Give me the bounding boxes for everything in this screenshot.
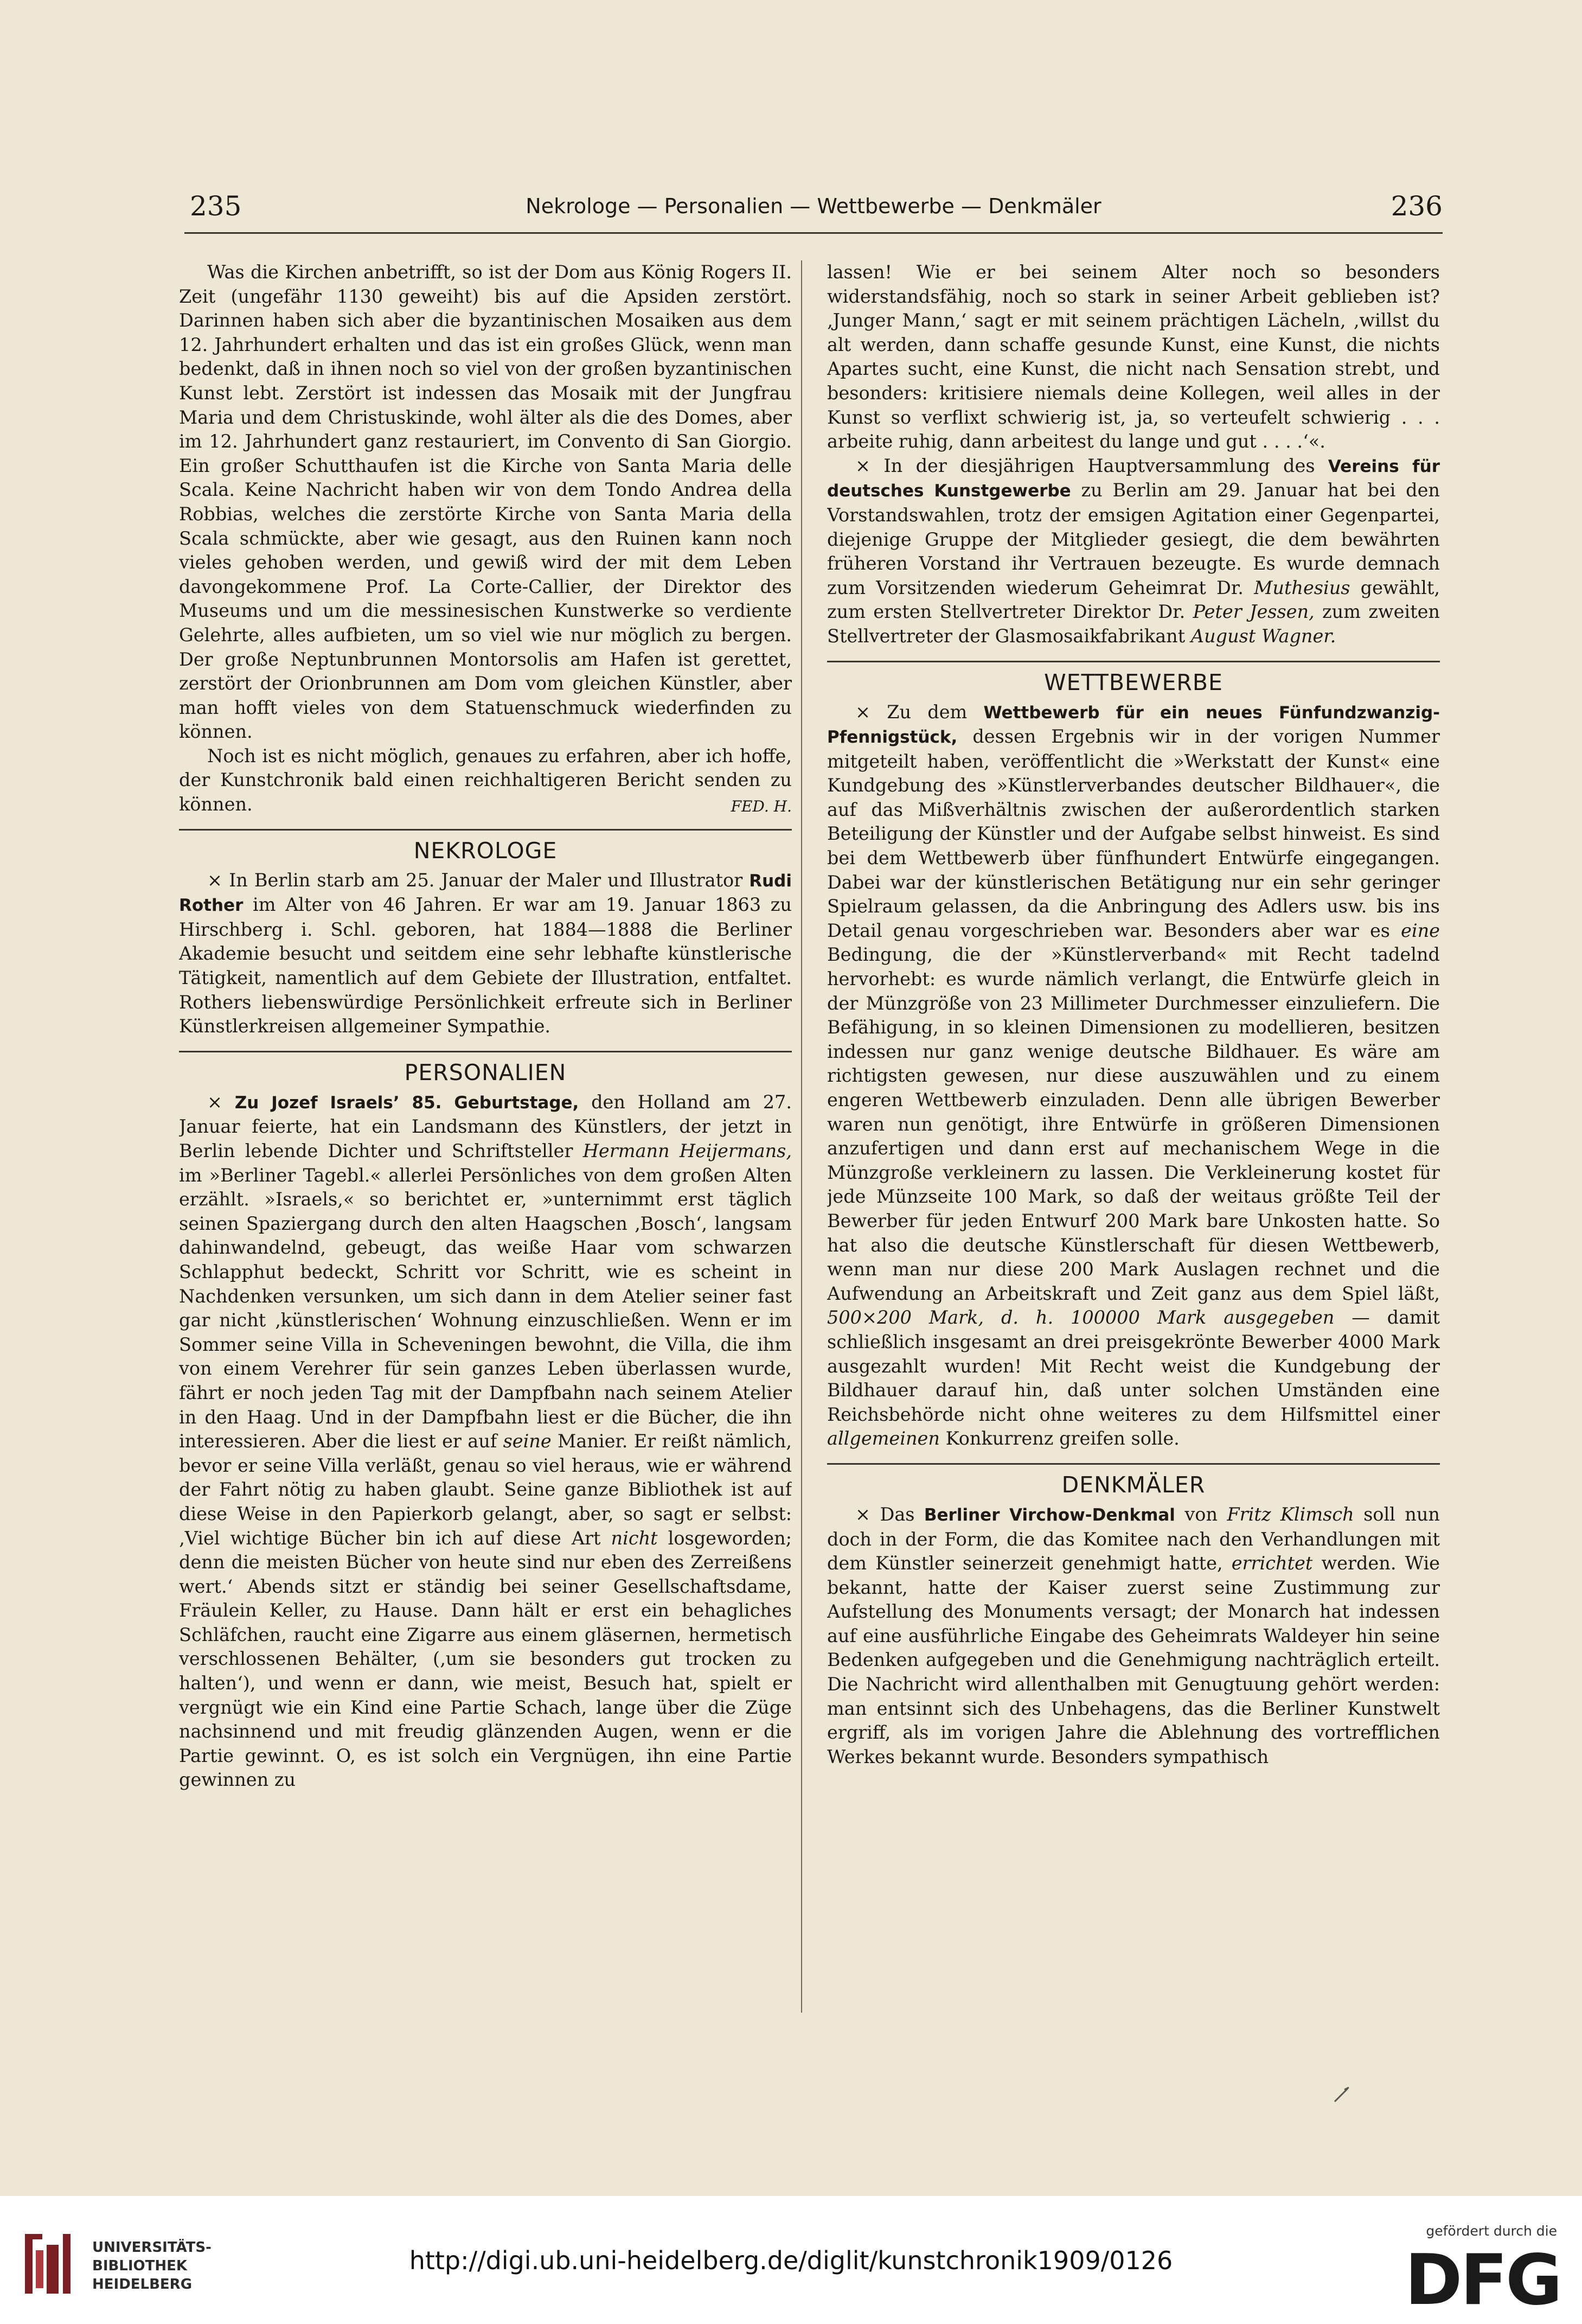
- section-rule: [827, 1463, 1440, 1465]
- italic-word: eine: [1401, 920, 1440, 941]
- heading-wettbewerbe: WETTBEWERBE: [1044, 669, 1223, 695]
- heading-personalien: PERSONALIEN: [404, 1059, 567, 1086]
- text: Bedingung, die der »Künstlerverband« mit Recht tadelnd hervorhebt: es wurde nämlich verlangt, die Entwürfe gleich in der Münzgröße von 23 Millimeter Durchmesser einzuliefern. Die Befähigung, in so kleinen Dimensionen zu modellieren, besitzen indessen nur ganz wenige deutsche Bildhauer. Es wäre am richtigsten gewesen, nur diese auszuwählen und zu einem engeren Wettbewerb einzuladen. Denn alle übrigen Bewerber waren nun genötigt, ihre Entwürfe in größeren Dimensionen anzufertigen und dann erst auf mechanischem Wege in die Münzgroße verkleinern zu lassen. Die Verkleinerung kostet für jede Münzseite 100 Mark, so daß der weitaus größte Teil der Bewerber für jeden Entwurf 200 Mark bare Unkosten hatte. So hat also die deutsche Künstlerschaft für diesen Wettbewerb, wenn man nur diese 200 Mark Auslagen rechnet und die Aufwendung an Arbeitskraft und Zeit ganz aus dem Spiel läßt,: [827, 944, 1440, 1304]
- italic-name: Muthesius: [1254, 577, 1350, 598]
- italic-name: August Wagner.: [1190, 625, 1336, 647]
- uni-line: UNIVERSITÄTS-: [92, 2239, 212, 2256]
- heading-denkmaeler: DENKMÄLER: [1061, 1471, 1206, 1498]
- italic-word: allgemeinen: [827, 1428, 940, 1450]
- closing-text: Noch ist es nicht möglich, genaues zu erfahren, aber ich hoffe, der Kunstchronik bald einen reichhaltigeren Bericht senden zu können.: [179, 745, 792, 815]
- italic-name: Hermann Heijermans,: [582, 1140, 792, 1161]
- paragraph-virchow: [827, 1503, 1440, 1770]
- text: zum zweiten Stellvertreter der Glasmosaikfabrikant: [827, 601, 1440, 647]
- paragraph-closing: [179, 744, 792, 817]
- permalink-url[interactable]: http://digi.ub.uni-heidelberg.de/diglit/kunstchronik1909/0126: [409, 2246, 1173, 2275]
- paragraph-pfennigstueck: [827, 700, 1440, 1451]
- left-column: [179, 260, 792, 2023]
- bold-title: Wettbewerb für ein neues Fünfundzwanzig-Pfennigstück,: [827, 703, 1440, 748]
- bold-title: Vereins für deutsches Kunstgewerbe: [827, 456, 1440, 501]
- uni-line: HEIDELBERG: [92, 2276, 193, 2293]
- page-header: [184, 187, 1443, 225]
- text: × Das: [855, 1503, 915, 1525]
- pencil-mark: [1331, 2083, 1353, 2105]
- italic-name: Fritz Klimsch: [1227, 1503, 1354, 1525]
- text: den Holland am 27. Januar feierte, hat ein Landsmann des Künstlers, der jetzt in Berlin lebende Dichter und Schriftsteller: [179, 1091, 792, 1161]
- paragraph-verein: [827, 454, 1440, 649]
- text: — damit schließlich insgesamt an drei preisgekrönte Bewerber 4000 Mark ausgezahlt wurden! Mit Recht weist die Kundgebung der Bildhauer darauf hin, daß unter solchen Umständen eine Reichsbehörde nicht ohne weiteres zu dem Hilfsmittel einer: [827, 1307, 1440, 1425]
- text: losgeworden; denn die meisten Bücher von heute sind nur eben des Zerreißens wert.‘ Abends sitzt er ständig bei seiner Gesellschaftsdame, Fräulein Keller, zu Hause. Dann hält er erst ein behagliches Schläfchen, raucht eine Zigarre aus einem gläsernen, hermetisch verschlossenen Behälter, (‚um sie besonders gut trocken zu halten‘), und wenn er dann, wie meist, Besuch hat, spielt er vergnügt wie ein Kind eine Partie Schach, lange über die Züge nachsinnend und mit freudig glänzenden Augen, wenn er die Partie gewinnt. O, es ist solch ein Vergnügen, ihn eine Partie gewinnen zu: [179, 1527, 792, 1791]
- italic-word: seine: [503, 1431, 552, 1452]
- italic-word: nicht: [611, 1527, 658, 1549]
- footer-bar: [0, 2196, 1582, 2324]
- paragraph-israels: [179, 1090, 792, 1792]
- paragraph-messina-churches: Was die Kirchen anbetrifft, so ist der Dom aus König Rogers II. Zeit (ungefähr 1130 geweiht) bis auf die Apsiden zerstört. Darinnen haben sich aber die byzantinischen Mosaiken aus dem 12. Jahrhundert erhalten und das ist ein großes Glück, wenn man bedenkt, daß in ihnen noch so viel von der großen byzantinischen Kunst lebt. Zerstört ist indessen das Mosaik mit der Jungfrau Maria und dem Christuskinde, wohl älter als die des Domes, aber im 12. Jahrhundert ganz restauriert, im Convento di San Giorgio. Ein großer Schutthaufen ist die Kirche von Santa Maria delle Scala. Keine Nachricht haben wir von dem Tondo Andrea della Robbias, welches die zerstörte Kirche von Santa Maria della Scala schmückte, aber wie gesagt, aus den Ruinen kann noch vieles gehoben werden, und gewiß wird der mit dem Leben davongekommene Prof. La Corte-Callier, der Direktor des Museums und um die messinesischen Kunstwerke so verdiente Gelehrte, alles aufbieten, um so viel wie nur möglich zu bergen. Der große Neptunbrunnen Montorsolis am Hafen ist gerettet, zerstört der Orionbrunnen am Dom vom gleichen Künstler, aber man hofft vieles von dem Statuenschmuck wiederfinden zu können.: [179, 261, 792, 743]
- author-signature: FED. H.: [731, 797, 792, 816]
- header-rule: [184, 232, 1443, 234]
- bold-title: Berliner Virchow-Denkmal: [924, 1505, 1175, 1525]
- italic-phrase: 500×200 Mark, d. h. 100000 Mark ausgegeben: [827, 1307, 1335, 1329]
- section-rule: [827, 661, 1440, 662]
- text: von: [1184, 1503, 1218, 1525]
- text: gewählt, zum ersten Stellvertreter Direktor Dr.: [827, 577, 1440, 623]
- text: im »Berliner Tagebl.« allerlei Persönliches von dem großen Alten erzählt. »Israels,« so berichtet er, »unternimmt erst täglich seinen Spaziergang durch den alten Haagschen ‚Bosch‘, langsam dahinwandelnd, gebeugt, das weiße Haar vom schwarzen Schlapphut bedeckt, Schritt vor Schritt, wie es scheint in Nachdenken versunken, um sich dann in dem Atelier seiner fast gar nicht ‚künstlerischen‘ Wohnung einzuschließen. Wenn er im Sommer seine Villa in Scheveningen bewohnt, die Villa, die ihm von einem Verehrer für sein ganzes Leben überlassen wurde, fährt er noch jeden Tag mit der Dampfbahn nach seinem Atelier in den Haag. Und in der Dampfbahn liest er die Bücher, die ihn interessieren. Aber die liest er auf: [179, 1164, 792, 1452]
- right-column: [827, 260, 1440, 2023]
- text: Konkurrenz greifen solle.: [945, 1428, 1180, 1450]
- column-divider: [801, 260, 802, 2013]
- text: soll nun doch in der Form, die das Komitee nach den Verhandlungen mit dem Künstler seinerzeit genehmigt hatte,: [827, 1503, 1440, 1574]
- text: × Zu dem: [855, 701, 968, 723]
- section-rule: [179, 1051, 792, 1052]
- page-number-right: 236: [1391, 190, 1443, 222]
- bold-name: Rudi Rother: [179, 871, 792, 916]
- paragraph-israels-continued: lassen! Wie er bei seinem Alter noch so besonders widerstandsfähig, noch so stark in seiner Arbeit geblieben ist? ‚Junger Mann,‘ sagt er mit seinem prächtigen Lächeln, ‚willst du alt werden, dann schaffe gesunde Kunst, eine Kunst, die nichts Apartes sucht, eine Kunst, die nicht nach Sensation strebt, und besonders: kritisiere niemals deine Kollegen, weil alles in der Kunst so verflixt schwierig ist, ja, so verteufelt schwierig . . . arbeite ruhig, dann arbeitest du lange und gut . . . .‘«.: [827, 261, 1440, 452]
- text: im Alter von 46 Jahren. Er war am 19. Januar 1863 zu Hirschberg i. Schl. geboren, hat 1884—1888 die Berliner Akademie besucht und seitdem eine sehr lebhafte künstlerische Tätigkeit, namentlich auf dem Gebiete der Illustration, entfaltet. Rothers liebenswürdige Persönlichkeit erfreute sich in Berliner Künstlerkreisen allgemeiner Sympathie.: [179, 894, 792, 1037]
- heading-nekrologe: NEKROLOGE: [413, 837, 558, 864]
- bold-title: Zu Jozef Israels’ 85. Geburtstage,: [234, 1093, 579, 1113]
- text: Manier. Er reißt nämlich, bevor er seine Villa verläßt, genau so viel heraus, wie er während der Fahrt nötig zu haben glaubt. Seine ganze Bibliothek ist auf diese Weise in den Papierkorb gelangt, aber, so sagt er selbst: ‚Viel wichtige Bücher bin ich auf diese Art: [179, 1431, 792, 1549]
- text: werden. Wie bekannt, hatte der Kaiser zuerst seine Zustimmung zur Aufstellung des Monuments versagt; der Monarch hat indessen auf eine ausführliche Eingabe des Geheimrats Waldeyer hin seine Bedenken aufgegeben und die Genehmigung nachträglich erteilt. Die Nachricht wird allenthalben mit Genugtuung gehört werden: man entsinnt sich des Unbehagens, das die Berliner Kunstwelt ergriff, als im vorigen Jahre die Ablehnung des vortrefflichen Werkes bekannt wurde. Besonders sympathisch: [827, 1553, 1440, 1767]
- funding-caption: gefördert durch die: [1426, 2223, 1557, 2239]
- text: zu Berlin am 29. Januar hat bei den Vorstandswahlen, trotz der emsigen Agitation einer Gegenpartei, diejenige Gruppe der Mitglieder gesiegt, die dem bewährten früheren Vorstand ihr Vertrauen bezeugte. Es wurde demnach zum Vorsitzenden wiederum Geheimrat Dr.: [827, 480, 1440, 598]
- italic-name: Peter Jessen,: [1193, 601, 1315, 623]
- text: dessen Ergebnis wir in der vorigen Nummer mitgeteilt haben, veröffentlicht die »Werkstatt der Kunst« eine Kundgebung des »Künstlerverbandes deutscher Bildhauer«, die auf das Mißverhältnis zwischen der außerordentlich starken Beteiligung der Künstler und der Aufgabe selbst hinweist. Es sind bei dem Wettbewerb über fünfhundert Entwürfe eingegangen. Dabei war der künstlerischen Betätigung nur ein sehr geringer Spielraum gelassen, da die Anbringung des Adlers usw. bis ins Detail genau vorgeschrieben war. Besonders aber war es: [827, 726, 1440, 941]
- text: × In der diesjährigen Hauptversammlung des: [855, 455, 1315, 476]
- italic-word: errichtet: [1231, 1553, 1313, 1574]
- paragraph-rudi-rother: [179, 869, 792, 1039]
- dfg-logo: DFG: [1405, 2240, 1560, 2321]
- running-title: Nekrologe — Personalien — Wettbewerbe — Denkmäler: [526, 194, 1101, 218]
- text: ×: [207, 1091, 235, 1113]
- text: × In Berlin starb am 25. Januar der Maler und Illustrator: [207, 869, 743, 891]
- uni-line: BIBLIOTHEK: [92, 2258, 188, 2274]
- section-rule: [179, 829, 792, 831]
- page-number-left: 235: [190, 190, 242, 222]
